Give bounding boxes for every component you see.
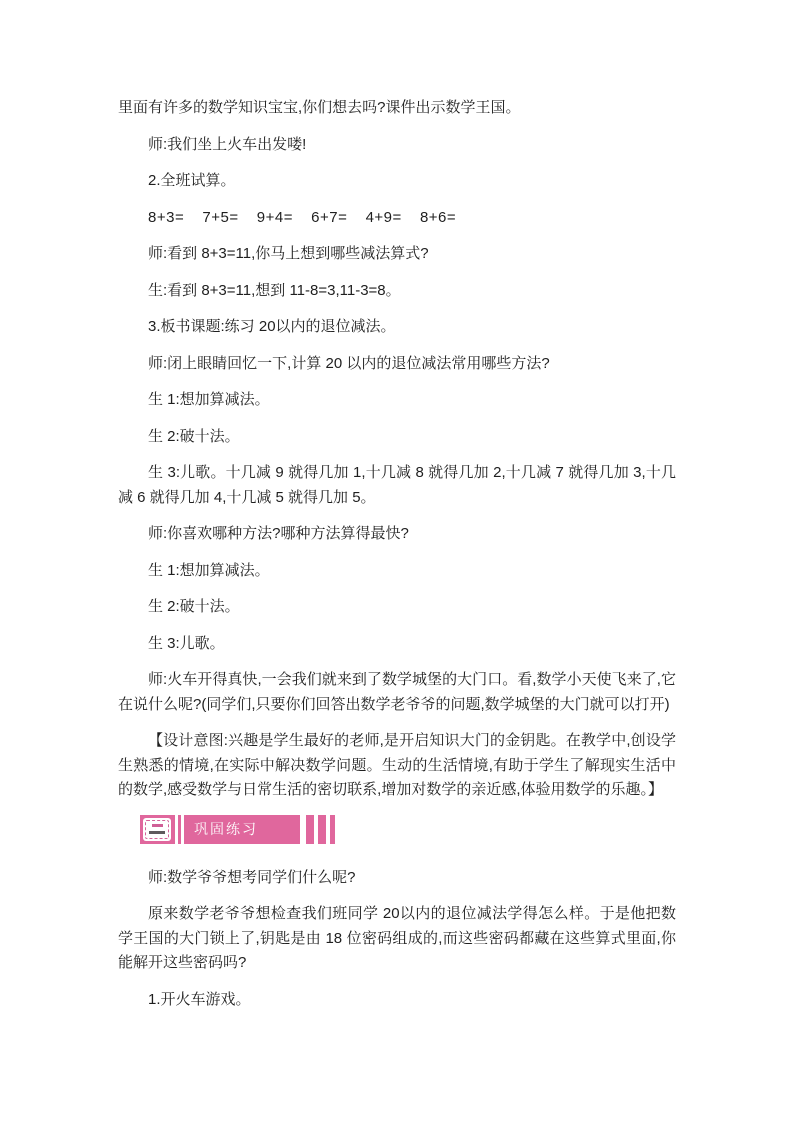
numbered-step: 3.板书课题:练习 20以内的退位减法。 — [148, 318, 396, 335]
student-line-2: 生 2:破十法。 — [148, 427, 240, 445]
equations-row — [118, 206, 676, 231]
banner-stripe — [175, 815, 178, 844]
teacher-line: 师:我们坐上火车出发喽! — [148, 135, 307, 153]
student-line-1: 生 1:想加算减法。 — [148, 561, 270, 579]
document-content — [118, 96, 676, 1024]
student-line-3: 生 3:儿歌。十几减 9 就得几加 1,十几减 8 就得几加 2,十几减 7 就得几加 3,十几减 6 就得几加 4,十几减 5 就得几加 5。 — [118, 464, 676, 506]
section-banner-bar — [140, 815, 300, 844]
narration-paragraph: 原来数学老爷爷想检查我们班同学 20以内的退位减法学得怎么样。于是他把数学王国的大门锁上了,钥匙是由 18 位密码组成的,而这些密码都藏在这些算式里面,你能解开这些密码吗? — [118, 905, 676, 971]
section-number-icon — [145, 820, 169, 839]
paragraph-continuation: 里面有许多的数学知识宝宝,你们想去吗?课件出示数学王国。 — [118, 99, 521, 116]
section-number-box — [143, 818, 171, 841]
banner-tail-segment — [306, 815, 314, 844]
section-banner-label: 巩固练习 — [194, 820, 258, 837]
equation-item: 6+7= — [311, 208, 348, 226]
student-line-3: 生 3:儿歌。 — [148, 634, 225, 652]
section-number-text — [157, 829, 158, 830]
equation-item: 8+6= — [419, 208, 457, 226]
banner-tail-segment — [318, 815, 326, 844]
equation-item: 9+4= — [256, 208, 293, 226]
equation-item: 4+9= — [365, 208, 402, 226]
teacher-line: 师:看到 8+3=11,你马上想到哪些减法算式? — [148, 245, 429, 262]
teacher-line: 师:数学爷爷想考同学们什么呢? — [148, 868, 356, 886]
equation-item: 7+5= — [202, 208, 239, 226]
section-banner — [140, 815, 676, 844]
teacher-line: 师:你喜欢哪种方法?哪种方法算得最快? — [148, 525, 409, 542]
student-line-1: 生 1:想加算减法。 — [148, 391, 270, 408]
numbered-step: 2.全班试算。 — [148, 172, 236, 189]
numbered-step: 1.开火车游戏。 — [148, 990, 251, 1008]
banner-tail-segment — [330, 815, 335, 844]
banner-stripe — [181, 815, 184, 844]
student-line: 生:看到 8+3=11,想到 11-8=3,11-3=8。 — [148, 281, 401, 299]
teacher-line: 师:火车开得真快,一会我们就来到了数学城堡的大门口。看,数学小天使飞来了,它在说什么呢?(同学们,只要你们回答出数学老爷爷的问题,数学城堡的大门就可以打开) — [118, 671, 676, 713]
design-intent-note: 【设计意图:兴趣是学生最好的老师,是开启知识大门的金钥匙。在教学中,创设学生熟悉的情境,在实际中解决数学问题。生动的生活情境,有助于学生了解现实生活中的数学,感受数学与日常生活的密切联系,增加对数学的亲近感,体验用数学的乐趣。】 — [118, 732, 676, 798]
equation-item: 8+3= — [148, 208, 185, 226]
student-line-2: 生 2:破十法。 — [148, 598, 240, 615]
teacher-line: 师:闭上眼睛回忆一下,计算 20 以内的退位减法常用哪些方法? — [148, 354, 550, 372]
